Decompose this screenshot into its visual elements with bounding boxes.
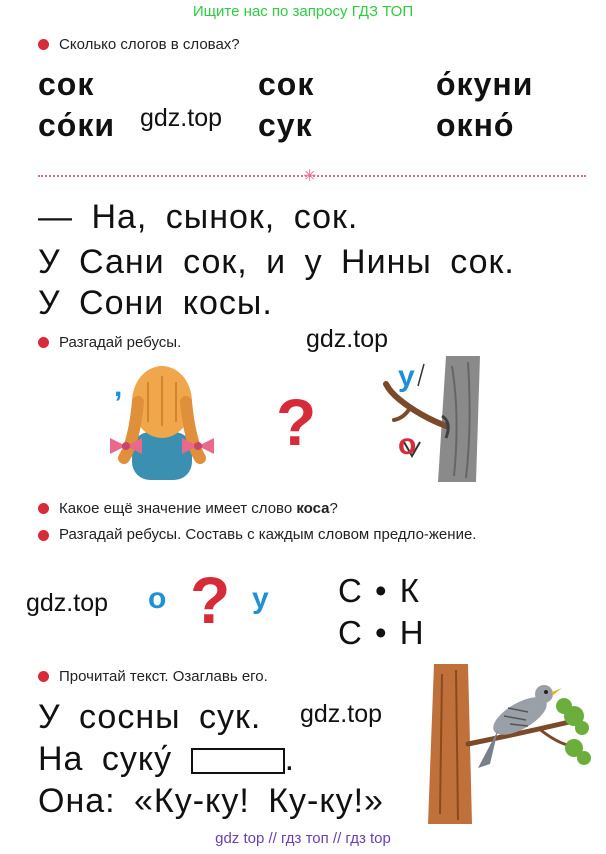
section3-instruction-row <box>38 526 588 543</box>
section3-question-row <box>38 500 338 517</box>
section4-instruction-row <box>38 668 268 685</box>
bullet-icon <box>38 530 49 541</box>
text-line-2: На суку́ . <box>38 740 296 778</box>
word-r2c3: окно́ <box>436 107 515 143</box>
reading-line-3: У Сони косы. <box>38 284 273 322</box>
section2-instruction-row <box>38 334 181 351</box>
section4-instruction: Прочитай текст. Озаглавь его. <box>59 668 268 685</box>
section1-instruction-row <box>38 36 240 53</box>
letter-pair-1: С • К <box>338 572 421 609</box>
girl-braids-illustration <box>104 362 220 480</box>
section2-instruction: Разгадай ребусы. <box>59 334 182 351</box>
bullet-icon <box>38 39 49 50</box>
word-r1c2: сок <box>258 66 315 102</box>
watermark: gdz.top <box>26 589 109 617</box>
word-r1c1: сок <box>38 66 95 102</box>
answer-blank-box <box>191 748 285 774</box>
text-line-1: У сосны сук. <box>38 698 262 736</box>
divider-star-icon: ✳ <box>303 168 317 185</box>
watermark: gdz.top <box>306 325 389 353</box>
top-banner: Ищите нас по запросу ГДЗ ТОП <box>192 3 414 20</box>
word-r2c1: со́ки <box>38 107 116 143</box>
rebus-comma: , <box>114 370 123 403</box>
cuckoo-tree-illustration <box>428 664 594 824</box>
text-line-3: Она: «Ку-ку! Ку-ку!» <box>38 782 384 820</box>
word-r2c2: сук <box>258 107 313 143</box>
rebus-left-letter: о <box>148 582 167 615</box>
rebus-letter-top: у <box>398 360 415 393</box>
rebus-question-mark: ? <box>276 385 317 459</box>
letter-pair-2: С • Н <box>338 614 426 651</box>
rebus-question-mark: ? <box>190 563 231 637</box>
bullet-icon <box>38 337 49 348</box>
highlight-word: коса <box>296 500 330 517</box>
rebus-right-letter: у <box>252 582 269 615</box>
bullet-icon <box>38 503 49 514</box>
rebus-letter-bottom: о <box>398 428 417 461</box>
watermark: gdz.top <box>140 104 223 132</box>
word-r1c3: о́куни <box>436 66 534 102</box>
reading-line-1: — На, сынок, сок. <box>38 198 359 236</box>
reading-line-2: У Сани сок, и у Нины сок. <box>38 243 515 281</box>
bullet-icon <box>38 671 49 682</box>
section1-instruction: Сколько слогов в словах? <box>59 36 240 53</box>
section3-instruction: Разгадай ребусы. Составь с каждым словом предло-жение. <box>59 526 477 543</box>
footer-watermark: gdz top // гдз топ // гдз top <box>215 830 391 847</box>
watermark: gdz.top <box>300 700 383 728</box>
section3-question: Какое ещё значение имеет слово коса? <box>59 500 338 517</box>
